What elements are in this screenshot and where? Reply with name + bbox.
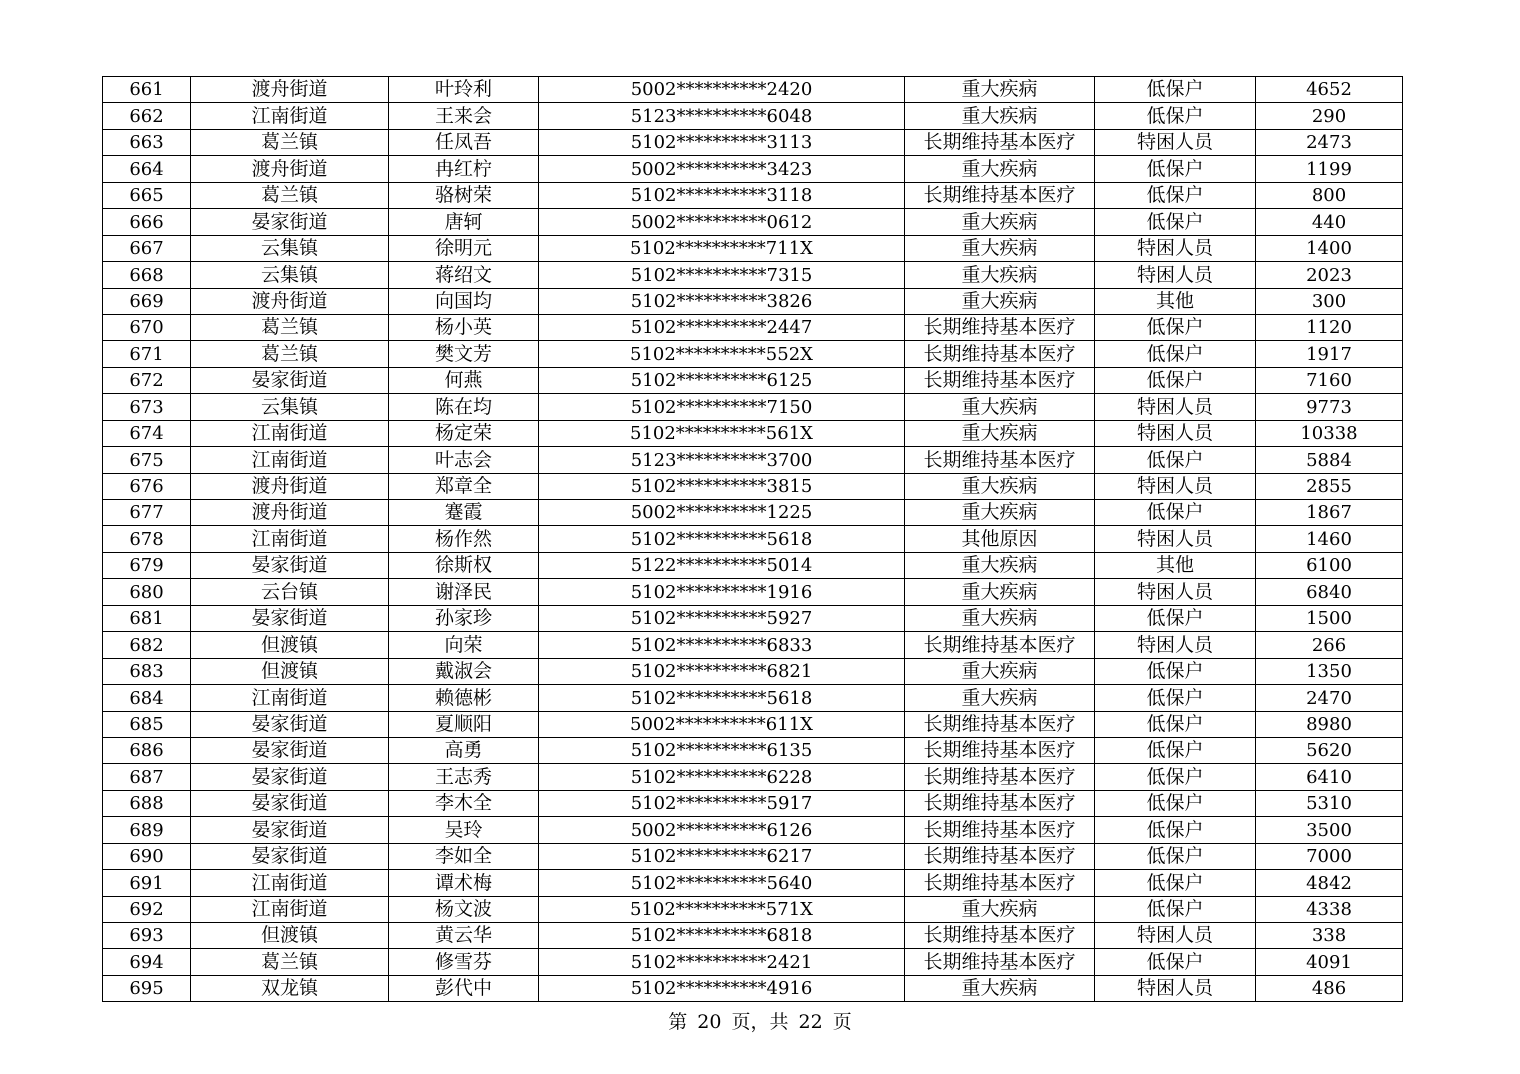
cell-amount: 9773 [1256, 394, 1403, 420]
table-row [103, 605, 1403, 631]
cell-reason: 长期维持基本医疗 [905, 737, 1095, 763]
cell-id-number: 5123**********3700 [539, 447, 905, 473]
cell-reason: 长期维持基本医疗 [905, 447, 1095, 473]
cell-amount: 486 [1256, 975, 1403, 1001]
cell-name: 吴玲 [389, 817, 539, 843]
cell-reason: 重大疾病 [905, 896, 1095, 922]
cell-category: 低保户 [1095, 77, 1256, 103]
cell-row-number: 661 [103, 77, 191, 103]
cell-area: 江南街道 [191, 103, 389, 129]
cell-amount: 3500 [1256, 817, 1403, 843]
cell-reason: 长期维持基本医疗 [905, 182, 1095, 208]
cell-row-number: 688 [103, 790, 191, 816]
cell-category: 低保户 [1095, 658, 1256, 684]
cell-reason: 长期维持基本医疗 [905, 790, 1095, 816]
cell-category: 低保户 [1095, 447, 1256, 473]
cell-amount: 5884 [1256, 447, 1403, 473]
cell-area: 渡舟街道 [191, 500, 389, 526]
cell-id-number: 5102**********5917 [539, 790, 905, 816]
cell-id-number: 5122**********5014 [539, 552, 905, 578]
cell-name: 唐轲 [389, 209, 539, 235]
cell-name: 向国均 [389, 288, 539, 314]
cell-reason: 长期维持基本医疗 [905, 923, 1095, 949]
cell-category: 特困人员 [1095, 632, 1256, 658]
cell-row-number: 681 [103, 605, 191, 631]
cell-row-number: 685 [103, 711, 191, 737]
cell-reason: 重大疾病 [905, 394, 1095, 420]
cell-amount: 2473 [1256, 129, 1403, 155]
cell-category: 低保户 [1095, 341, 1256, 367]
cell-category: 低保户 [1095, 896, 1256, 922]
cell-reason: 长期维持基本医疗 [905, 870, 1095, 896]
cell-id-number: 5102**********4916 [539, 975, 905, 1001]
cell-amount: 8980 [1256, 711, 1403, 737]
cell-reason: 长期维持基本医疗 [905, 949, 1095, 975]
records-table [102, 76, 1403, 1002]
table-row [103, 975, 1403, 1001]
cell-category: 特困人员 [1095, 923, 1256, 949]
cell-area: 渡舟街道 [191, 156, 389, 182]
cell-row-number: 684 [103, 685, 191, 711]
cell-name: 杨文波 [389, 896, 539, 922]
cell-reason: 长期维持基本医疗 [905, 314, 1095, 340]
cell-reason: 重大疾病 [905, 103, 1095, 129]
cell-reason: 长期维持基本医疗 [905, 367, 1095, 393]
cell-amount: 4842 [1256, 870, 1403, 896]
table-row [103, 843, 1403, 869]
cell-row-number: 666 [103, 209, 191, 235]
cell-name: 徐斯权 [389, 552, 539, 578]
cell-amount: 4338 [1256, 896, 1403, 922]
cell-id-number: 5102**********561X [539, 420, 905, 446]
cell-row-number: 675 [103, 447, 191, 473]
cell-name: 徐明元 [389, 235, 539, 261]
cell-id-number: 5002**********3423 [539, 156, 905, 182]
cell-area: 江南街道 [191, 447, 389, 473]
cell-category: 低保户 [1095, 605, 1256, 631]
cell-reason: 重大疾病 [905, 209, 1095, 235]
cell-reason: 重大疾病 [905, 605, 1095, 631]
cell-name: 叶志会 [389, 447, 539, 473]
cell-category: 低保户 [1095, 870, 1256, 896]
cell-amount: 4652 [1256, 77, 1403, 103]
cell-amount: 1350 [1256, 658, 1403, 684]
cell-category: 低保户 [1095, 949, 1256, 975]
cell-area: 葛兰镇 [191, 949, 389, 975]
cell-row-number: 682 [103, 632, 191, 658]
cell-name: 李如全 [389, 843, 539, 869]
cell-id-number: 5102**********6821 [539, 658, 905, 684]
cell-name: 向荣 [389, 632, 539, 658]
table-row [103, 870, 1403, 896]
page-number-label: 第 20 页，共 22 页 [668, 1011, 852, 1033]
cell-name: 王志秀 [389, 764, 539, 790]
cell-row-number: 687 [103, 764, 191, 790]
cell-area: 云集镇 [191, 262, 389, 288]
cell-row-number: 670 [103, 314, 191, 340]
cell-area: 江南街道 [191, 420, 389, 446]
cell-amount: 2855 [1256, 473, 1403, 499]
cell-name: 王来会 [389, 103, 539, 129]
cell-amount: 4091 [1256, 949, 1403, 975]
cell-row-number: 667 [103, 235, 191, 261]
cell-row-number: 676 [103, 473, 191, 499]
cell-name: 谭术梅 [389, 870, 539, 896]
cell-amount: 800 [1256, 182, 1403, 208]
cell-amount: 5310 [1256, 790, 1403, 816]
cell-name: 蹇霞 [389, 500, 539, 526]
cell-name: 黄云华 [389, 923, 539, 949]
cell-category: 低保户 [1095, 764, 1256, 790]
cell-id-number: 5102**********2421 [539, 949, 905, 975]
cell-name: 戴淑会 [389, 658, 539, 684]
cell-category: 其他 [1095, 552, 1256, 578]
cell-row-number: 664 [103, 156, 191, 182]
cell-category: 低保户 [1095, 790, 1256, 816]
cell-area: 云台镇 [191, 579, 389, 605]
cell-name: 何燕 [389, 367, 539, 393]
cell-name: 赖德彬 [389, 685, 539, 711]
cell-area: 晏家街道 [191, 209, 389, 235]
cell-amount: 1460 [1256, 526, 1403, 552]
cell-reason: 重大疾病 [905, 77, 1095, 103]
cell-reason: 重大疾病 [905, 156, 1095, 182]
cell-area: 江南街道 [191, 526, 389, 552]
cell-reason: 重大疾病 [905, 685, 1095, 711]
cell-category: 特困人员 [1095, 129, 1256, 155]
cell-area: 晏家街道 [191, 367, 389, 393]
cell-amount: 300 [1256, 288, 1403, 314]
cell-area: 但渡镇 [191, 658, 389, 684]
table-row [103, 552, 1403, 578]
table-row [103, 764, 1403, 790]
cell-area: 晏家街道 [191, 817, 389, 843]
cell-row-number: 663 [103, 129, 191, 155]
cell-amount: 6410 [1256, 764, 1403, 790]
cell-reason: 重大疾病 [905, 552, 1095, 578]
table-row [103, 817, 1403, 843]
table-row [103, 447, 1403, 473]
cell-area: 晏家街道 [191, 790, 389, 816]
cell-category: 低保户 [1095, 737, 1256, 763]
cell-id-number: 5002**********2420 [539, 77, 905, 103]
cell-category: 特困人员 [1095, 262, 1256, 288]
cell-row-number: 683 [103, 658, 191, 684]
cell-area: 江南街道 [191, 896, 389, 922]
cell-category: 低保户 [1095, 685, 1256, 711]
cell-id-number: 5123**********6048 [539, 103, 905, 129]
cell-row-number: 679 [103, 552, 191, 578]
cell-area: 晏家街道 [191, 764, 389, 790]
cell-id-number: 5002**********1225 [539, 500, 905, 526]
table-row [103, 367, 1403, 393]
table-row [103, 235, 1403, 261]
cell-reason: 长期维持基本医疗 [905, 764, 1095, 790]
table-row [103, 262, 1403, 288]
cell-reason: 长期维持基本医疗 [905, 632, 1095, 658]
cell-id-number: 5102**********3113 [539, 129, 905, 155]
cell-amount: 1400 [1256, 235, 1403, 261]
table-row [103, 658, 1403, 684]
cell-row-number: 689 [103, 817, 191, 843]
cell-area: 晏家街道 [191, 843, 389, 869]
cell-area: 江南街道 [191, 685, 389, 711]
cell-name: 李木全 [389, 790, 539, 816]
table-row [103, 394, 1403, 420]
table-row [103, 420, 1403, 446]
cell-amount: 1867 [1256, 500, 1403, 526]
cell-amount: 1917 [1256, 341, 1403, 367]
cell-row-number: 695 [103, 975, 191, 1001]
cell-category: 低保户 [1095, 843, 1256, 869]
cell-row-number: 672 [103, 367, 191, 393]
table-row [103, 500, 1403, 526]
table-row [103, 923, 1403, 949]
cell-row-number: 693 [103, 923, 191, 949]
cell-category: 低保户 [1095, 500, 1256, 526]
cell-id-number: 5102**********6818 [539, 923, 905, 949]
cell-row-number: 694 [103, 949, 191, 975]
cell-id-number: 5102**********3815 [539, 473, 905, 499]
cell-name: 杨定荣 [389, 420, 539, 446]
cell-area: 晏家街道 [191, 737, 389, 763]
cell-reason: 长期维持基本医疗 [905, 711, 1095, 737]
cell-category: 低保户 [1095, 817, 1256, 843]
cell-amount: 2023 [1256, 262, 1403, 288]
cell-reason: 长期维持基本医疗 [905, 843, 1095, 869]
table-row [103, 737, 1403, 763]
cell-category: 低保户 [1095, 367, 1256, 393]
cell-amount: 10338 [1256, 420, 1403, 446]
cell-name: 樊文芳 [389, 341, 539, 367]
cell-row-number: 668 [103, 262, 191, 288]
cell-category: 低保户 [1095, 156, 1256, 182]
table-row [103, 473, 1403, 499]
cell-area: 葛兰镇 [191, 182, 389, 208]
cell-name: 彭代中 [389, 975, 539, 1001]
cell-name: 陈在均 [389, 394, 539, 420]
cell-reason: 重大疾病 [905, 262, 1095, 288]
cell-row-number: 669 [103, 288, 191, 314]
cell-area: 葛兰镇 [191, 314, 389, 340]
cell-reason: 重大疾病 [905, 473, 1095, 499]
cell-id-number: 5002**********6126 [539, 817, 905, 843]
cell-category: 特困人员 [1095, 526, 1256, 552]
cell-area: 但渡镇 [191, 632, 389, 658]
cell-row-number: 678 [103, 526, 191, 552]
cell-category: 特困人员 [1095, 473, 1256, 499]
cell-row-number: 662 [103, 103, 191, 129]
table-row [103, 209, 1403, 235]
cell-id-number: 5102**********5618 [539, 685, 905, 711]
table-row [103, 129, 1403, 155]
cell-area: 渡舟街道 [191, 288, 389, 314]
cell-name: 高勇 [389, 737, 539, 763]
cell-category: 其他 [1095, 288, 1256, 314]
cell-name: 蒋绍文 [389, 262, 539, 288]
cell-id-number: 5102**********571X [539, 896, 905, 922]
cell-id-number: 5102**********6125 [539, 367, 905, 393]
cell-category: 低保户 [1095, 209, 1256, 235]
cell-id-number: 5102**********5640 [539, 870, 905, 896]
cell-area: 云集镇 [191, 394, 389, 420]
cell-id-number: 5102**********7315 [539, 262, 905, 288]
cell-reason: 重大疾病 [905, 288, 1095, 314]
cell-id-number: 5102**********6833 [539, 632, 905, 658]
cell-area: 晏家街道 [191, 552, 389, 578]
cell-row-number: 665 [103, 182, 191, 208]
cell-category: 特困人员 [1095, 420, 1256, 446]
cell-id-number: 5102**********711X [539, 235, 905, 261]
cell-area: 晏家街道 [191, 605, 389, 631]
cell-reason: 其他原因 [905, 526, 1095, 552]
cell-name: 叶玲利 [389, 77, 539, 103]
cell-reason: 重大疾病 [905, 500, 1095, 526]
table-row [103, 341, 1403, 367]
cell-area: 渡舟街道 [191, 77, 389, 103]
cell-reason: 长期维持基本医疗 [905, 129, 1095, 155]
table-row [103, 896, 1403, 922]
cell-id-number: 5102**********3826 [539, 288, 905, 314]
table-row [103, 632, 1403, 658]
cell-category: 特困人员 [1095, 975, 1256, 1001]
table-row [103, 288, 1403, 314]
cell-id-number: 5102**********1916 [539, 579, 905, 605]
cell-category: 低保户 [1095, 711, 1256, 737]
cell-row-number: 691 [103, 870, 191, 896]
table-row [103, 103, 1403, 129]
cell-id-number: 5102**********6217 [539, 843, 905, 869]
table-row [103, 314, 1403, 340]
cell-category: 低保户 [1095, 182, 1256, 208]
cell-name: 郑章全 [389, 473, 539, 499]
cell-name: 杨小英 [389, 314, 539, 340]
cell-amount: 6100 [1256, 552, 1403, 578]
cell-area: 江南街道 [191, 870, 389, 896]
cell-id-number: 5102**********5927 [539, 605, 905, 631]
table-row [103, 182, 1403, 208]
cell-row-number: 692 [103, 896, 191, 922]
cell-name: 孙家珍 [389, 605, 539, 631]
cell-row-number: 680 [103, 579, 191, 605]
cell-area: 但渡镇 [191, 923, 389, 949]
cell-category: 特困人员 [1095, 394, 1256, 420]
cell-category: 特困人员 [1095, 579, 1256, 605]
cell-id-number: 5102**********6228 [539, 764, 905, 790]
cell-name: 夏顺阳 [389, 711, 539, 737]
cell-reason: 长期维持基本医疗 [905, 341, 1095, 367]
cell-reason: 长期维持基本医疗 [905, 817, 1095, 843]
cell-name: 冉红柠 [389, 156, 539, 182]
table-row [103, 526, 1403, 552]
cell-amount: 1120 [1256, 314, 1403, 340]
cell-area: 双龙镇 [191, 975, 389, 1001]
cell-id-number: 5102**********2447 [539, 314, 905, 340]
cell-amount: 266 [1256, 632, 1403, 658]
cell-reason: 重大疾病 [905, 579, 1095, 605]
cell-amount: 7000 [1256, 843, 1403, 869]
cell-category: 低保户 [1095, 314, 1256, 340]
cell-amount: 2470 [1256, 685, 1403, 711]
cell-id-number: 5102**********552X [539, 341, 905, 367]
cell-row-number: 671 [103, 341, 191, 367]
cell-name: 任凤吾 [389, 129, 539, 155]
cell-area: 晏家街道 [191, 711, 389, 737]
cell-name: 谢泽民 [389, 579, 539, 605]
table-row [103, 77, 1403, 103]
cell-amount: 440 [1256, 209, 1403, 235]
cell-category: 特困人员 [1095, 235, 1256, 261]
cell-area: 渡舟街道 [191, 473, 389, 499]
cell-row-number: 674 [103, 420, 191, 446]
cell-reason: 重大疾病 [905, 975, 1095, 1001]
cell-amount: 1500 [1256, 605, 1403, 631]
cell-row-number: 673 [103, 394, 191, 420]
cell-name: 杨作然 [389, 526, 539, 552]
cell-area: 葛兰镇 [191, 341, 389, 367]
cell-amount: 6840 [1256, 579, 1403, 605]
cell-amount: 290 [1256, 103, 1403, 129]
cell-reason: 重大疾病 [905, 420, 1095, 446]
cell-row-number: 690 [103, 843, 191, 869]
cell-id-number: 5002**********0612 [539, 209, 905, 235]
cell-id-number: 5102**********6135 [539, 737, 905, 763]
table-row [103, 790, 1403, 816]
cell-id-number: 5002**********611X [539, 711, 905, 737]
table-row [103, 711, 1403, 737]
cell-row-number: 677 [103, 500, 191, 526]
cell-category: 低保户 [1095, 103, 1256, 129]
cell-area: 云集镇 [191, 235, 389, 261]
cell-amount: 5620 [1256, 737, 1403, 763]
cell-row-number: 686 [103, 737, 191, 763]
table-row [103, 949, 1403, 975]
cell-id-number: 5102**********7150 [539, 394, 905, 420]
cell-name: 修雪芬 [389, 949, 539, 975]
table-row [103, 685, 1403, 711]
cell-amount: 1199 [1256, 156, 1403, 182]
table-body [103, 77, 1403, 1002]
cell-id-number: 5102**********3118 [539, 182, 905, 208]
cell-reason: 重大疾病 [905, 658, 1095, 684]
cell-reason: 重大疾病 [905, 235, 1095, 261]
cell-name: 骆树荣 [389, 182, 539, 208]
table-row [103, 156, 1403, 182]
page-footer [0, 1010, 1520, 1034]
cell-id-number: 5102**********5618 [539, 526, 905, 552]
cell-area: 葛兰镇 [191, 129, 389, 155]
table-row [103, 579, 1403, 605]
cell-amount: 338 [1256, 923, 1403, 949]
cell-amount: 7160 [1256, 367, 1403, 393]
